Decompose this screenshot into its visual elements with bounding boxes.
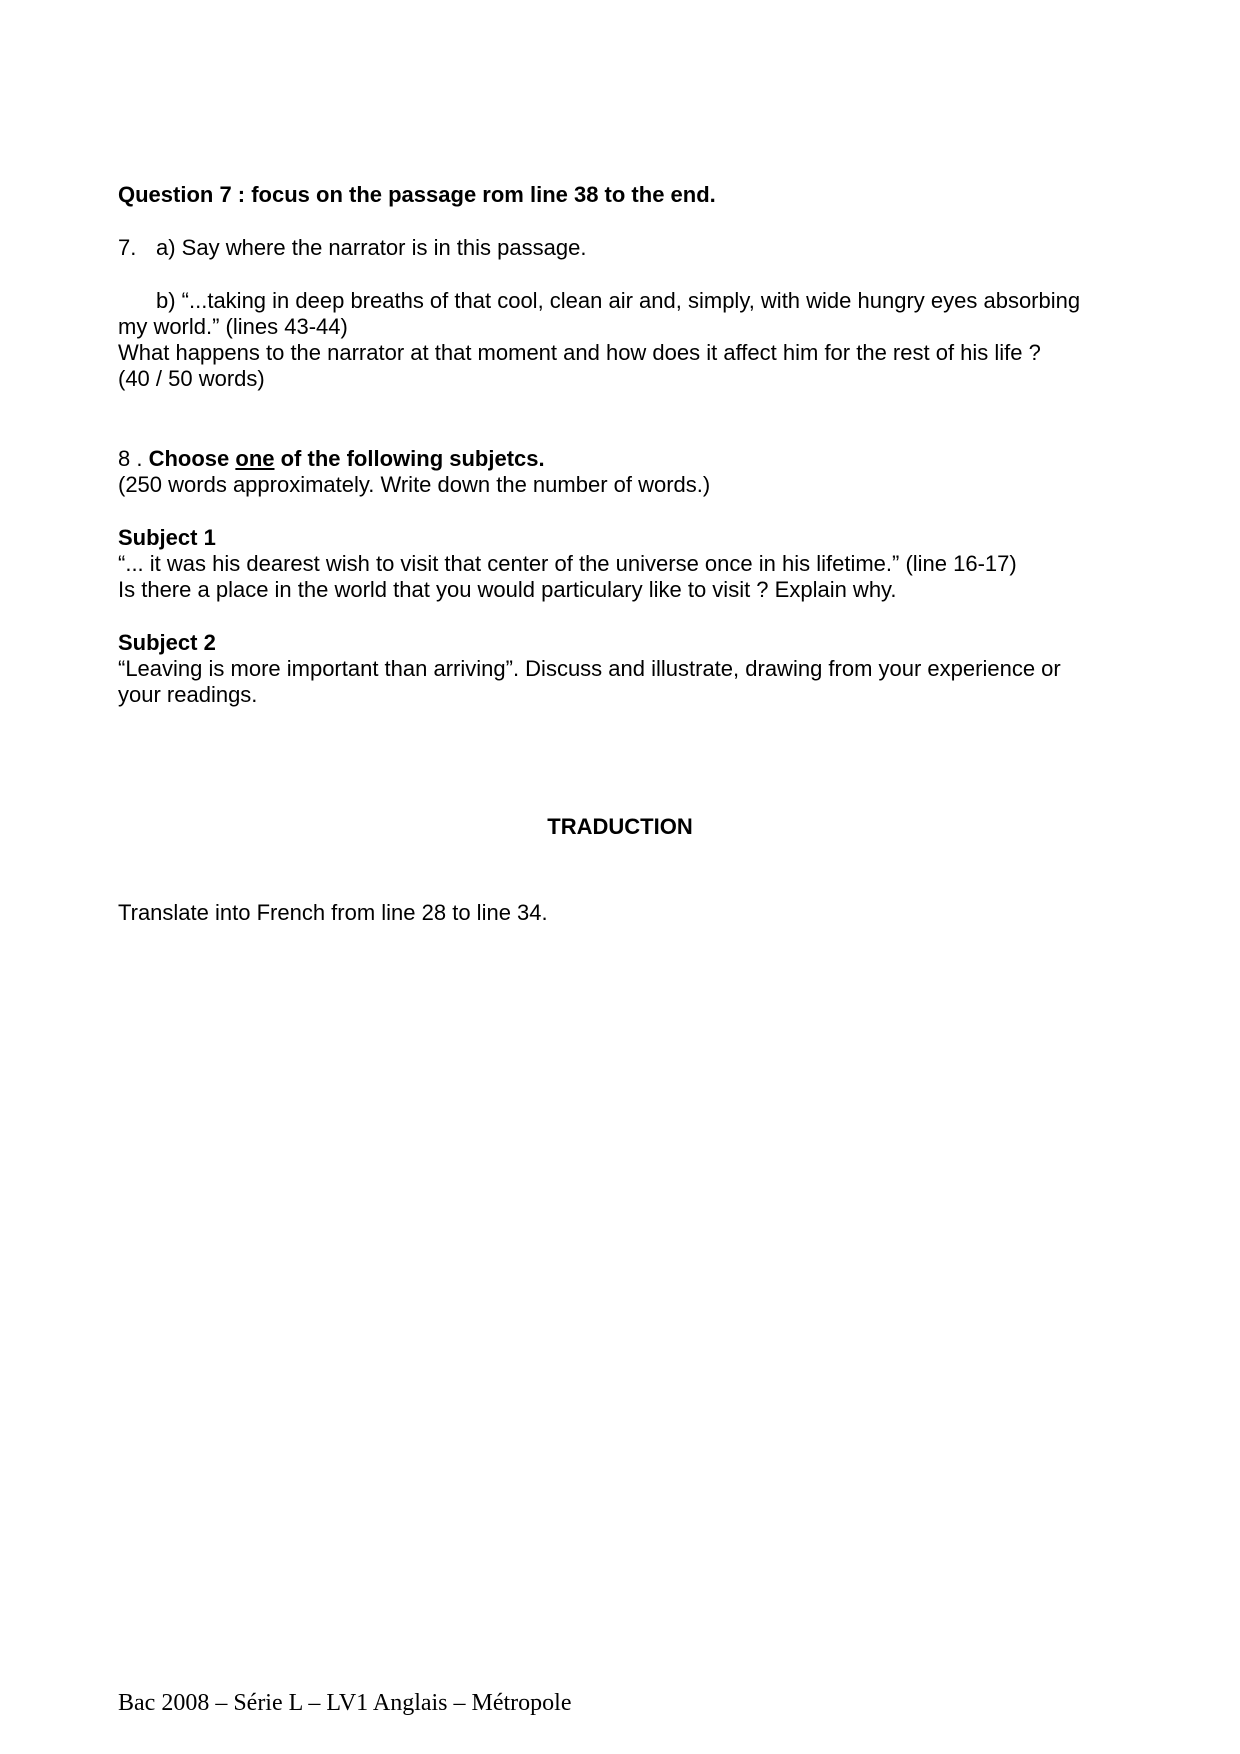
question-7b-word-count: (40 / 50 words)	[118, 366, 265, 391]
question-8-instructions: (250 words approximately. Write down the number of words.)	[118, 472, 711, 497]
traduction-title: TRADUCTION	[547, 814, 693, 839]
question-8-heading-underlined: one	[235, 446, 275, 471]
question-7b-question: What happens to the narrator at that moment and how does it affect him for the rest of his life ?	[118, 340, 1041, 365]
subject-1-title: Subject 1	[118, 525, 216, 550]
question-7-heading: Question 7 : focus on the passage rom line 38 to the end.	[118, 182, 716, 207]
subject-1-quote: “... it was his dearest wish to visit that center of the universe once in his lifetime.” (line 16-17)	[118, 551, 1017, 576]
question-8-number: 8 .	[118, 446, 149, 471]
question-7b-quote-line1: b) “...taking in deep breaths of that cool, clean air and, simply, with wide hungry eyes absorbing	[156, 288, 1081, 313]
question-7a-text: a) Say where the narrator is in this passage.	[156, 235, 587, 260]
question-7b-quote-line2: my world.” (lines 43-44)	[118, 314, 348, 339]
subject-2-line2: your readings.	[118, 682, 258, 707]
question-8-heading-start: Choose	[148, 446, 236, 471]
question-8-heading	[118, 446, 545, 472]
subject-2-title: Subject 2	[118, 630, 216, 655]
traduction-instruction: Translate into French from line 28 to line 34.	[118, 900, 548, 925]
question-7-number: 7.	[118, 235, 137, 260]
subject-2-line1: “Leaving is more important than arriving”. Discuss and illustrate, drawing from your experience or	[118, 656, 1061, 681]
subject-1-question: Is there a place in the world that you would particulary like to visit ? Explain why.	[118, 577, 897, 602]
page-footer: Bac 2008 – Série L – LV1 Anglais – Métropole	[118, 1690, 572, 1716]
question-8-heading-end: of the following subjetcs.	[274, 446, 545, 471]
